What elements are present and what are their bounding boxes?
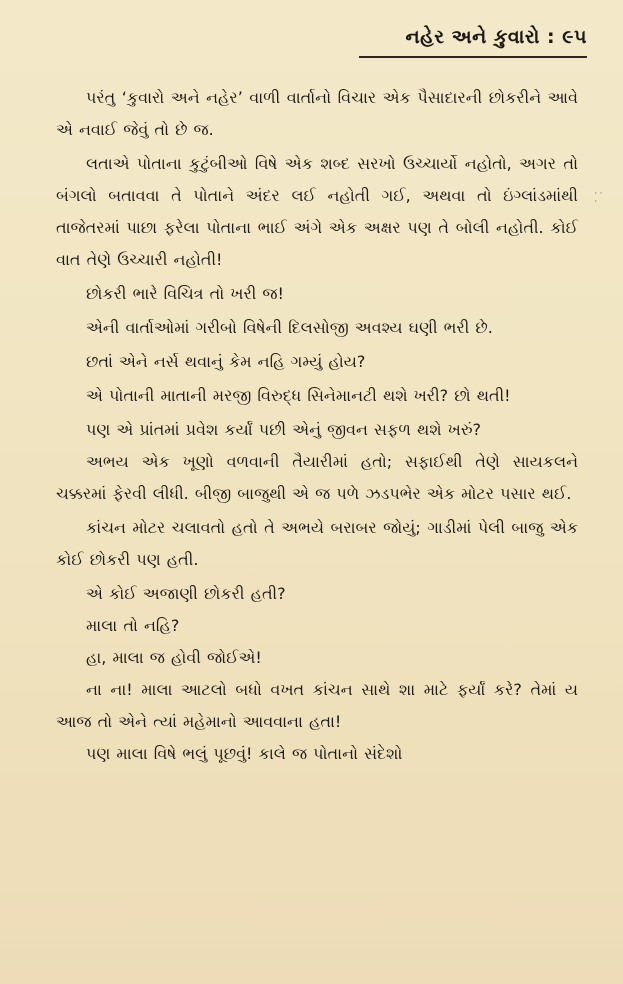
paragraph-1: પરંતુ ‘કુવારો અને નહેર’ વાળી વાર્તાનો વિચાર એક પૈસાદારની છોકરીને આવે એ નવાઈ જેવું તો છે જ. bbox=[56, 88, 578, 139]
paragraph-5: છતાં એને નર્સ થવાનું કેમ નહિ ગમ્યું હોય? bbox=[86, 352, 366, 371]
paragraph-13: ના ના! માલા આટલો બધો વખત કાંચન સાથે શા માટે ફર્યાં કરે? તેમાં ય આજ તો એને ત્યાં મહેમાનો આવવાના હતા! bbox=[56, 680, 578, 731]
header-rule bbox=[359, 56, 587, 58]
paragraph-9: કાંચન મોટર ચલાવતો હતો તે અભયે બરાબર જોયું; ગાડીમાં પેલી બાજુ એક કોઈ છોકરી પણ હતી. bbox=[56, 518, 578, 569]
paragraph-11: માલા તો નહિ? bbox=[86, 616, 180, 635]
paragraph-2: લતાએ પોતાના કુટુંબીઓ વિષે એક શબ્દ સરખો ઉચ્ચાર્યો નહોતો, અગર તો બંગલો બતાવવા તે પોતાને અંદર લઈ નહોતી ગઈ, અથવા તો ઇંગ્લાંડમાંથી તાજેતરમાં પાછા ફરેલા પોતાના ભાઈ અંગે એક અક્ષર પણ તે બોલી નહોતી. કોઈ વાત તેણે ઉચ્ચારી નહોતી! bbox=[56, 154, 578, 269]
paragraph-6: એ પોતાની માતાની મરજી વિરુદ્ધ સિનેમાનટી થશે ખરી? છો થતી! bbox=[86, 386, 511, 405]
paragraph-3: છોકરી ભારે વિચિત્ર તો ખરી જ! bbox=[86, 284, 284, 303]
paragraph-4: એની વાર્તાઓમાં ગરીબો વિષેની દિલસોજી અવશ્ય ઘણી ભરી છે. bbox=[86, 318, 493, 337]
paragraph-8: અભય એક ખૂણો વળવાની તૈયારીમાં હતો; સફાઈથી તેણે સાયકલને ચક્કરમાં ફેરવી લીધી. બીજી બાજુથી એ જ પળે ઝડપભેર એક મોટર પસાર થઈ. bbox=[56, 452, 578, 503]
paragraph-7: પણ એ પ્રાંતમાં પ્રવેશ કર્યાં પછી એનું જીવન સફળ થશે ખરું? bbox=[86, 420, 482, 439]
paragraph-12: હા, માલા જ હોવી જોઈએ! bbox=[86, 648, 262, 667]
running-head: નહેર અને કુવારો : ૯૫ bbox=[405, 26, 587, 48]
body-text bbox=[56, 82, 578, 770]
paragraph-10: એ કોઈ અજાણી છોકરી હતી? bbox=[86, 584, 286, 603]
paper-speck-mark: ·· · bbox=[593, 189, 604, 207]
paragraph-14: પણ માલા વિષે ભલું પૂછવું! કાલે જ પોતાનો સંદેશો bbox=[86, 744, 403, 763]
